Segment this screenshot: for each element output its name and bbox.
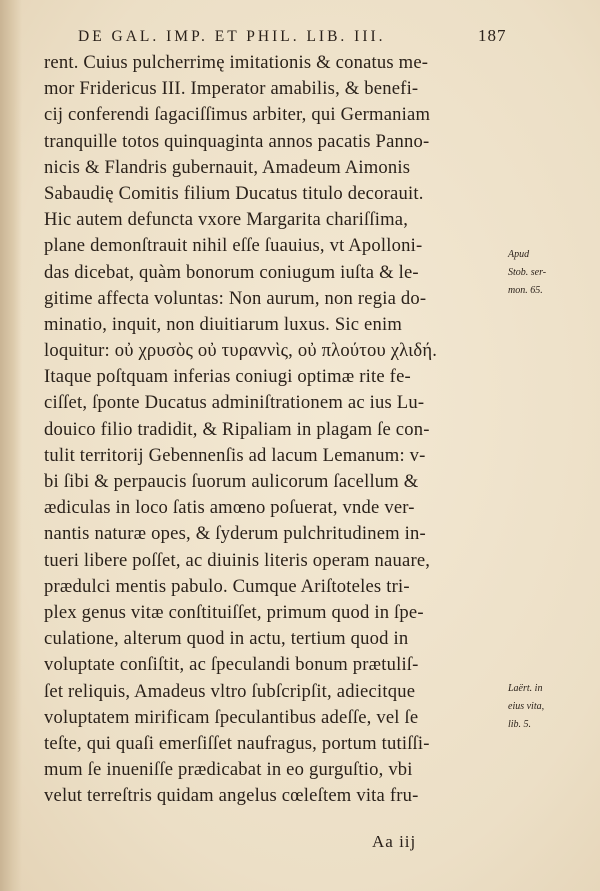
text-line: ciſſet, ſponte Ducatus adminiſtrationem ac ius Lu- <box>44 392 425 414</box>
text-line: cij conferendi ſagaciſſimus arbiter, qui Germaniam <box>44 104 431 126</box>
text-line: Itaque poſtquam inferias coniugi optimæ rite fe- <box>44 366 411 388</box>
margin-note: eius vita, <box>508 701 545 712</box>
text-line: tranquille totos quinquaginta annos pacatis Panno- <box>44 130 430 152</box>
text-line: mor Fridericus III. Imperator amabilis, & benefi- <box>44 78 419 100</box>
text-line: bi ſibi & perpaucis ſuorum aulicorum ſacellum & <box>44 471 419 492</box>
margin-note: lib. 5. <box>508 719 532 730</box>
text-line: mum ſe inueniſſe prædicabat in eo gurguſtio, vbi <box>44 759 413 781</box>
text-line: voluptatem mirificam ſpeculantibus adeſſe, vel ſe <box>44 706 419 728</box>
text-line: ædiculas in loco ſatis amœno poſuerat, vnde ver- <box>44 497 415 519</box>
text-line: voluptate conſiſtit, ac ſpeculandi bonum prætuliſ- <box>44 654 419 676</box>
text-line: tueri libere poſſet, ac diuinis literis operam nauare, <box>44 549 431 571</box>
text-line: douico filio tradidit, & Ripaliam in plagam ſe con- <box>44 418 430 440</box>
text-line-greek-quote: loquitur: οὐ χρυσὸς οὐ τυραννὶς, οὐ πλούτου χλιδή. <box>44 340 438 362</box>
text-line: teſte, qui quaſi emerſiſſet naufragus, portum tutiſſi- <box>44 732 430 754</box>
signature-mark: Aa iij <box>372 832 417 851</box>
text-line: ſet reliquis, Amadeus vltro ſubſcripſit, adiecitque <box>44 680 416 702</box>
margin-note: mon. 65. <box>508 285 543 296</box>
margin-note: Apud <box>508 249 530 260</box>
text-line: Hic autem defuncta vxore Margarita chariſſima, <box>44 209 409 231</box>
text-line: plex genus vitæ conſtituiſſet, primum quod in ſpe- <box>44 601 424 623</box>
text-line: minatio, inquit, non diuitiarum luxus. Sic enim <box>44 313 403 335</box>
body-text <box>44 50 504 809</box>
text-line: culatione, alterum quod in actu, tertium quod in <box>44 628 409 650</box>
page-gutter <box>0 0 22 891</box>
text-line: das dicebat, quàm bonorum coniugum iuſta & le- <box>44 261 419 283</box>
running-title: DE GAL. IMP. ET PHIL. LIB. III. <box>78 28 386 45</box>
text-line: velut terreſtris quidam angelus cœleſtem vita fru- <box>44 785 419 807</box>
text-line: prædulci mentis pabulo. Cumque Ariſtoteles tri- <box>44 575 410 597</box>
margin-note: Stob. ser- <box>508 267 547 278</box>
margin-note: Laërt. in <box>508 683 543 694</box>
text-line: tulit territorij Gebennenſis ad lacum Lemanum: v- <box>44 444 426 466</box>
text-line: plane demonſtrauit nihil eſſe ſuauius, vt Apolloni- <box>44 235 423 257</box>
text-line: nantis naturæ opes, & ſyderum pulchritudinem in- <box>44 523 426 545</box>
text-line: Sabaudię Comitis filium Ducatus titulo decorauit. <box>44 182 424 204</box>
text-line: gitime affecta voluntas: Non aurum, non regia do- <box>44 287 427 309</box>
text-line: rent. Cuius pulcherrimę imitationis & conatus me- <box>44 52 429 73</box>
page-number: 187 <box>478 26 507 45</box>
text-line: nicis & Flandris gubernauit, Amadeum Aimonis <box>44 156 411 178</box>
